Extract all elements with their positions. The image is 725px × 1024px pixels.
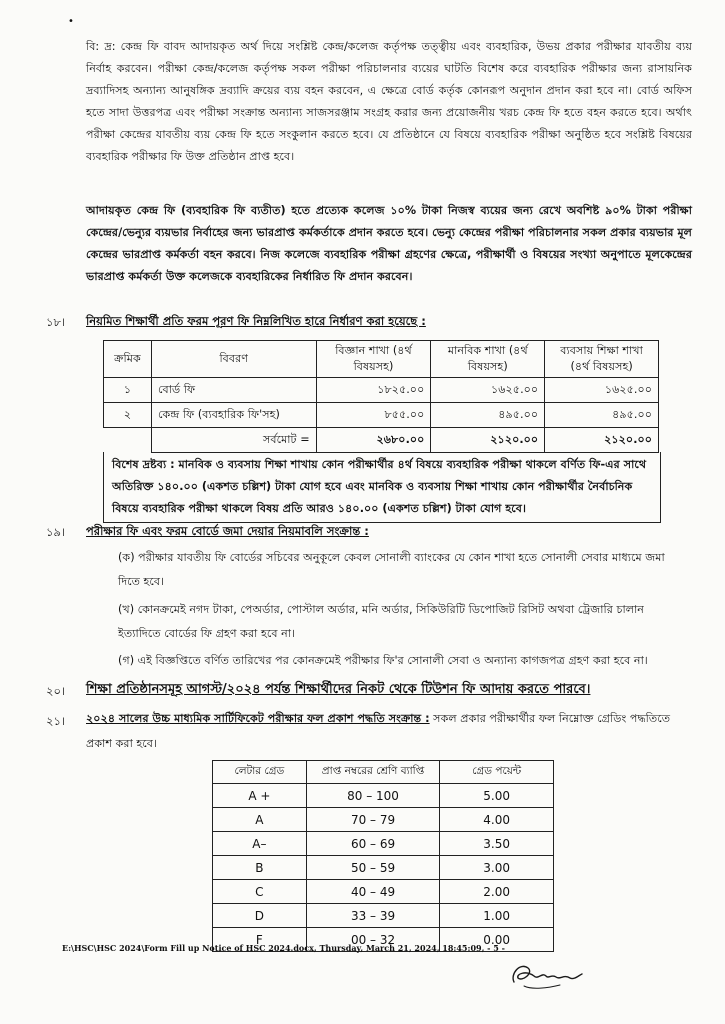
section-21-heading: ২০২৪ সালের উচ্চ মাধ্যমিক সার্টিফিকেট পরীক্ষার ফল প্রকাশ পদ্ধতি সংক্রান্ত : xyxy=(86,712,430,725)
fee-cell-business: ১৬২৫.০০ xyxy=(545,378,659,403)
grading-header-row xyxy=(213,761,554,784)
grade-point: 5.00 xyxy=(440,784,554,808)
grade-letter: A xyxy=(213,808,307,832)
grade-letter: A + xyxy=(213,784,307,808)
grade-letter: C xyxy=(213,880,307,904)
grade-range: 80 – 100 xyxy=(306,784,440,808)
document-footer-path: E:\HSC\HSC 2024\Form Fill up Notice of HSC 2024.docx, Thursday, March 21, 2024, 18:45:09, - 5 - xyxy=(62,943,505,953)
fee-cell-serial: ১ xyxy=(104,378,152,403)
fee-cell-serial: ২ xyxy=(104,403,152,428)
fee-total-science: ২৬৮০.০০ xyxy=(316,428,431,453)
fee-total-spacer xyxy=(104,428,152,453)
fee-cell-business: ৪৯৫.০০ xyxy=(545,403,659,428)
section-20-text: শিক্ষা প্রতিষ্ঠানসমূহ আগস্ট/২০২৪ পর্যন্ত শিক্ষার্থীদের নিকট থেকে টিউশন ফি আদায় করতে পারবে। xyxy=(86,682,591,697)
paragraph-center-fee-distribution: আদায়কৃত কেন্দ্র ফি (ব্যবহারিক ফি ব্যতীত) হতে প্রত্যেক কলেজ ১০% টাকা নিজস্ব ব্যয়ের জন্য রেখে অবশিষ্ট ৯০% টাকা পরীক্ষা কেন্দ্রের/ভেন্যুর ব্যয়ভার নির্বাহের জন্য ভারপ্রাপ্ত কর্মকর্তাকে প্রদান করতে হবে। ভেন্যু কেন্দ্রের পরীক্ষা পরিচালনার সকল প্রকার ব্যয়ভার মূল কেন্দ্রের ভারপ্রাপ্ত কর্মকর্তা বহন করবে। নিজ কলেজে ব্যবহারিক পরীক্ষা গ্রহণের ক্ষেত্রে, পরীক্ষার্থী ও বিষয়ের সংখ্যা অনুপাতে মূলকেন্দ্রের ভারপ্রাপ্ত কর্মকর্তা উক্ত কলেজকে ব্যবহারিকের নির্ধারিত ফি প্রদান করবেন। xyxy=(86,204,692,283)
grade-point: 2.00 xyxy=(440,880,554,904)
section-19-number: ১৯। xyxy=(46,525,66,539)
table-row xyxy=(213,856,554,880)
grade-letter: D xyxy=(213,904,307,928)
fee-header-business: ব্যবসায় শিক্ষা শাখা (৪র্থ বিষয়সহ) xyxy=(545,341,659,378)
table-row xyxy=(213,904,554,928)
fee-header-humanities: মানবিক শাখা (৪র্থ বিষয়সহ) xyxy=(431,341,545,378)
table-row xyxy=(213,784,554,808)
fee-header-serial: ক্রমিক xyxy=(104,341,152,378)
signature xyxy=(508,952,584,992)
grade-point: 4.00 xyxy=(440,808,554,832)
section-19-item-ka: (ক) পরীক্ষার যাবতীয় ফি বোর্ডের সচিবের অনুকূলে কেবল সোনালী ব্যাংকের যে কোন শাখা হতে সোনালী সেবার মাধ্যমে জমা দিতে হবে। xyxy=(118,551,665,588)
table-row xyxy=(213,880,554,904)
fee-cell-science: ১৮২৫.০০ xyxy=(316,378,431,403)
fee-cell-description: কেন্দ্র ফি (ব্যবহারিক ফি'সহ) xyxy=(151,403,316,428)
section-21-number: ২১। xyxy=(46,714,66,728)
table-row xyxy=(213,808,554,832)
section-21-paragraph xyxy=(86,706,686,756)
fee-table-header-row xyxy=(104,341,659,378)
grade-point: 3.00 xyxy=(440,856,554,880)
section-19-heading xyxy=(86,521,369,541)
section-19-item-kha: (খ) কোনক্রমেই নগদ টাকা, পেঅর্ডার, পোস্টাল অর্ডার, মনি অর্ডার, সিকিউরিটি ডিপোজিট রিসিট অথবা ট্রেজারি চালান ইত্যাদিতে বোর্ডের ফি গ্রহণ করা হবে না। xyxy=(118,603,644,640)
section-18-number: ১৮। xyxy=(46,315,66,329)
section-19-item-ga: (গ) এই বিজ্ঞপ্তিতে বর্ণিত তারিখের পর কোনক্রমেই পরীক্ষার ফি'র সোনালী সেবা ও অন্যান্য কাগজপত্র গ্রহণ করা হবে না। xyxy=(118,654,648,667)
grade-point: 3.50 xyxy=(440,832,554,856)
table-row xyxy=(213,832,554,856)
grade-header-point: গ্রেড পয়েন্ট xyxy=(440,761,554,784)
fee-special-note: বিশেষ দ্রষ্টব্য : মানবিক ও ব্যবসায় শিক্ষা শাখায় কোন পরীক্ষার্থীর ৪র্থ বিষয়ে ব্যবহারিক পরীক্ষা থাকলে বর্ণিত ফি-এর সাথে অতিরিক্ত ১৪০.০০ (একশত চল্লিশ) টাকা যোগ হবে এবং মানবিক ও ব্যবসায় শিক্ষা শাখায় কোন পরীক্ষার্থীর নৈর্বাচনিক বিষয়ে ব্যবহারিক পরীক্ষা থাকলে বিষয় প্রতি আরও ১৪০.০০ (একশত চল্লিশ) টাকা যোগ হবে। xyxy=(103,452,661,523)
section-21-text: সকল প্রকার পরীক্ষার্থীর ফল নিম্নোক্ত গ্রেডিং পদ্ধতিতে প্রকাশ করা হবে। xyxy=(86,712,671,750)
grade-letter: B xyxy=(213,856,307,880)
paragraph-center-fee-note: বি: দ্র: কেন্দ্র ফি বাবদ আদায়কৃত অর্থ দিয়ে সংশ্লিষ্ট কেন্দ্র/কলেজ কর্তৃপক্ষ তত্ত্বীয় এবং ব্যবহারিক, উভয় প্রকার পরীক্ষার যাবতীয় ব্যয় নির্বাহ করবেন। পরীক্ষা কেন্দ্র/কলেজ কর্তৃপক্ষ সকল পরীক্ষা পরিচালনার ব্যয়ের ঘাটতি বিশেষ করে ব্যবহারিক পরীক্ষার জন্য রাসায়নিক দ্রব্যাদিসহ অন্যান্য আনুষঙ্গিক দ্রব্যাদি ক্রয়ের ব্যয় বহন করবেন, এ ক্ষেত্রে বোর্ড কর্তৃক কোনরূপ অনুদান প্রদান করা হবে না। বোর্ড অফিস হতে সাদা উত্তরপত্র এবং পরীক্ষা সংক্রান্ত অন্যান্য সাজসরঞ্জাম সংগ্রহ করার জন্য প্রয়োজনীয় খরচ কেন্দ্র ফি হতে বহন করতে হবে। অর্থাৎ পরীক্ষা কেন্দ্রের যাবতীয় ব্যয় কেন্দ্র ফি হতে সংকুলান করতে হবে। যে প্রতিষ্ঠানে যে বিষয়ে ব্যবহারিক পরীক্ষা অনুষ্ঠিত হবে সংশ্লিষ্ট বিষয়ের ব্যবহারিক পরীক্ষার ফি উক্ত প্রতিষ্ঠান প্রাপ্ত হবে। xyxy=(86,40,692,163)
grade-letter: F xyxy=(213,928,307,952)
grade-header-range: প্রাপ্ত নম্বরের শ্রেণি ব্যাপ্তি xyxy=(306,761,440,784)
fee-cell-science: ৮৫৫.০০ xyxy=(316,403,431,428)
section-19-heading-text: পরীক্ষার ফি এবং ফরম বোর্ডে জমা দেয়ার নিয়মাবলি সংক্রান্ত : xyxy=(86,524,369,538)
fee-total-business: ২১২০.০০ xyxy=(545,428,659,453)
grade-range: 50 – 59 xyxy=(306,856,440,880)
bullet-mark: • xyxy=(68,16,74,27)
fee-total-row xyxy=(104,428,659,453)
fee-cell-humanities: ১৬২৫.০০ xyxy=(431,378,545,403)
grade-letter: A– xyxy=(213,832,307,856)
fee-table xyxy=(103,340,659,453)
table-row xyxy=(104,403,659,428)
fee-total-label: সর্বমোট = xyxy=(151,428,316,453)
section-18-heading xyxy=(86,311,426,331)
grade-range: 33 – 39 xyxy=(306,904,440,928)
grade-range: 40 – 49 xyxy=(306,880,440,904)
fee-total-humanities: ২১২০.০০ xyxy=(431,428,545,453)
fee-header-description: বিবরণ xyxy=(151,341,316,378)
grade-point: 1.00 xyxy=(440,904,554,928)
fee-cell-humanities: ৪৯৫.০০ xyxy=(431,403,545,428)
fee-cell-description: বোর্ড ফি xyxy=(151,378,316,403)
grade-range: 60 – 69 xyxy=(306,832,440,856)
table-row xyxy=(104,378,659,403)
section-18-heading-text: নিয়মিত শিক্ষার্থী প্রতি ফরম পূরণ ফি নিম্নলিখিত হারে নির্ধারণ করা হয়েছে : xyxy=(86,314,426,328)
section-20-number: ২০। xyxy=(46,684,66,698)
grade-header-letter: লেটার গ্রেড xyxy=(213,761,307,784)
grade-point: 0.00 xyxy=(440,928,554,952)
fee-header-science: বিজ্ঞান শাখা (৪র্থ বিষয়সহ) xyxy=(316,341,431,378)
grade-range: 00 – 32 xyxy=(306,928,440,952)
grading-table xyxy=(212,760,554,952)
grade-range: 70 – 79 xyxy=(306,808,440,832)
